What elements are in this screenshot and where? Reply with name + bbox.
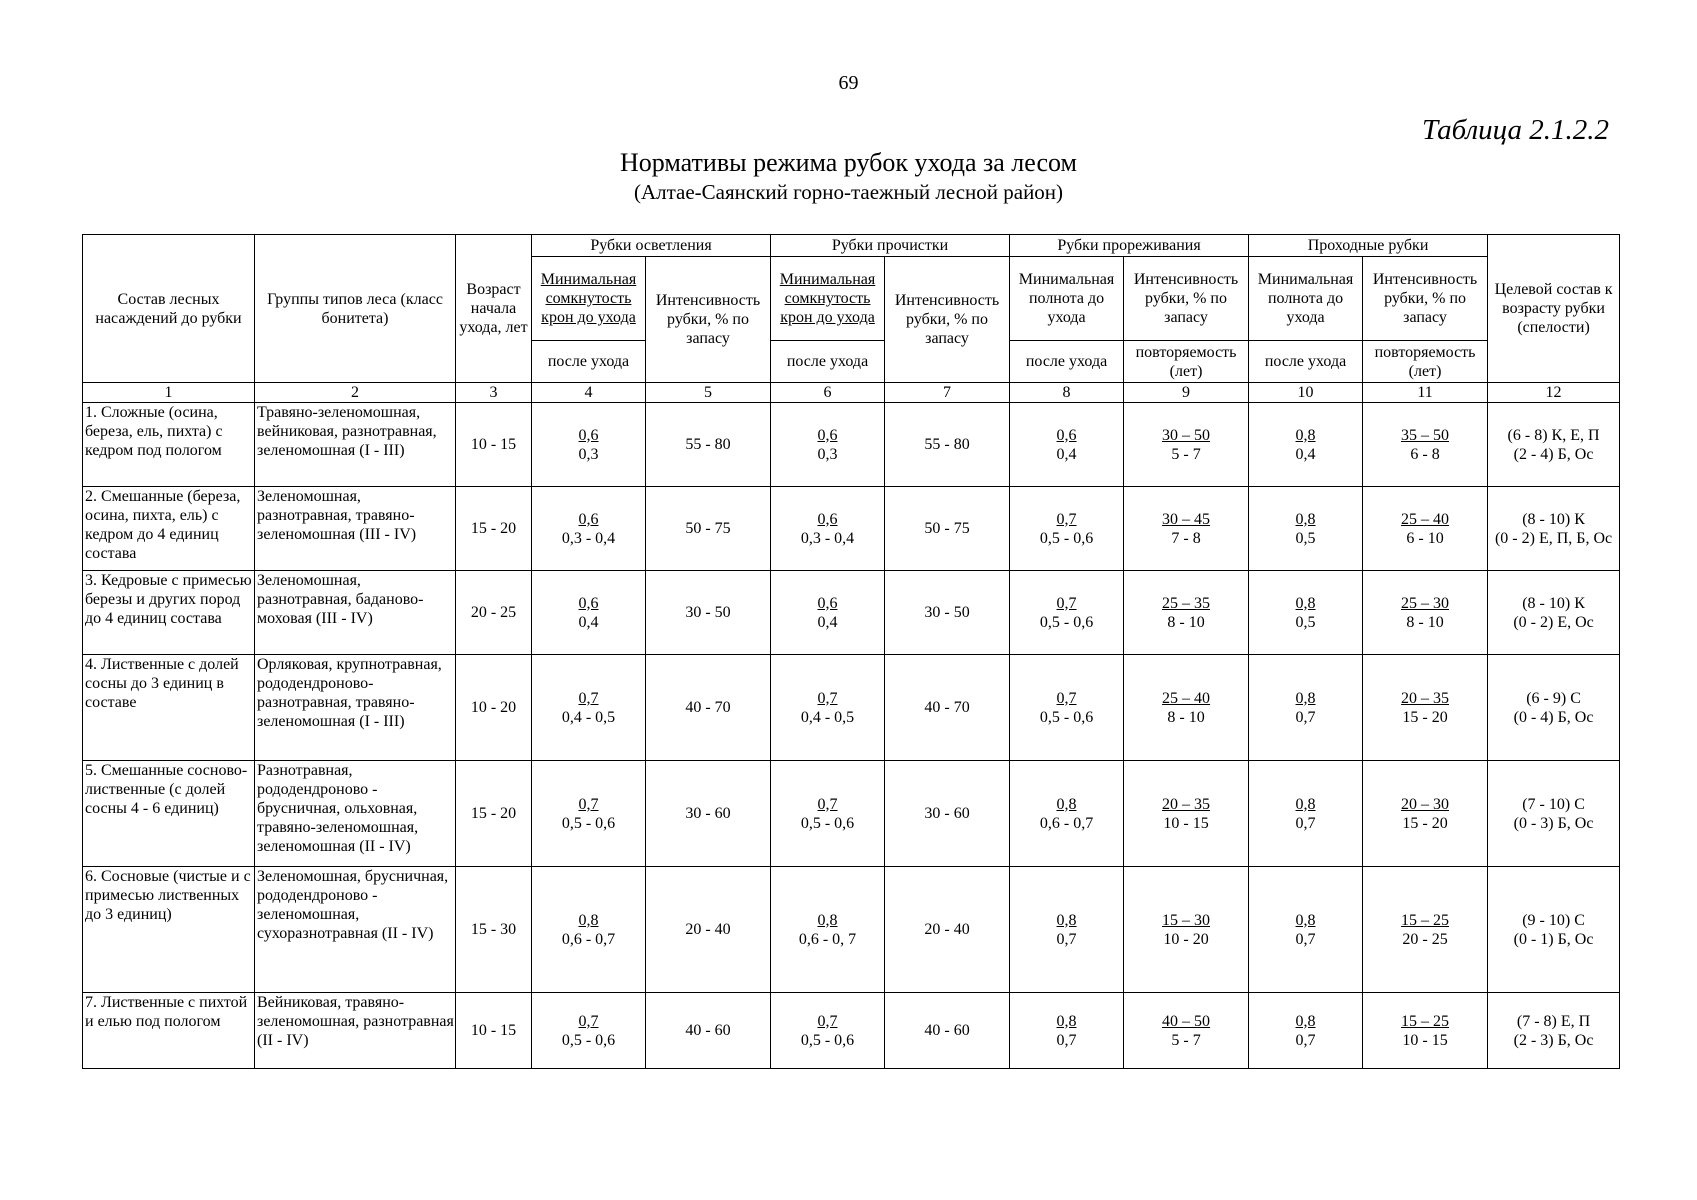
fraction-numerator: 0,7 — [1056, 594, 1077, 612]
cell-age: 20 - 25 — [456, 571, 532, 655]
cell-target — [1488, 867, 1620, 993]
fraction-numerator: 0,6 — [817, 510, 838, 528]
fraction-denominator: 7 - 8 — [1171, 529, 1201, 547]
col-number: 3 — [456, 383, 532, 403]
cell-prz-fullness — [1010, 487, 1124, 571]
cell-forest-types: Травяно-зеленомошная, вейниковая, разнотравная, зеленомошная (I - III) — [255, 403, 456, 487]
cell-osv-intensity: 50 - 75 — [646, 487, 771, 571]
fraction-denominator: 0,6 - 0,7 — [561, 930, 616, 948]
cell-age: 10 - 20 — [456, 655, 532, 761]
cell-target — [1488, 655, 1620, 761]
fraction-denominator: 0,4 — [817, 613, 838, 631]
fraction-value — [1401, 911, 1449, 949]
fraction-denominator: 0,5 — [1295, 613, 1316, 631]
cell-osv-density — [532, 487, 646, 571]
fraction-value — [818, 594, 838, 632]
target-line: (6 - 8) К, Е, П — [1507, 426, 1600, 444]
fraction-denominator: 15 - 20 — [1402, 814, 1448, 832]
cell-forest-types: Вейниковая, травяно-зеленомошная, разнотравная (II - IV) — [255, 993, 456, 1069]
fraction-numerator: 20 – 35 — [1401, 689, 1450, 707]
col-number: 7 — [885, 383, 1010, 403]
target-line: (0 - 4) Б, Ос — [1513, 708, 1594, 726]
fraction-numerator: 25 – 30 — [1401, 594, 1450, 612]
col-number: 2 — [255, 383, 456, 403]
fraction-denominator: 0,5 - 0,6 — [800, 1031, 855, 1049]
cell-target — [1488, 487, 1620, 571]
fraction-denominator: 0,5 — [1295, 529, 1316, 547]
cell-prz-fullness — [1010, 655, 1124, 761]
fraction-denominator: 0,4 - 0,5 — [561, 708, 616, 726]
cell-ph-fullness — [1249, 655, 1363, 761]
cell-pro-density — [771, 761, 885, 867]
fraction-value — [1040, 795, 1093, 833]
header-pro-min: Минимальная сомкнутость крон до ухода — [771, 257, 885, 341]
fraction-value — [801, 1012, 854, 1050]
cell-age: 15 - 20 — [456, 761, 532, 867]
cell-prz-intensity — [1124, 867, 1249, 993]
fraction-numerator: 0,6 — [817, 426, 838, 444]
fraction-value — [1162, 510, 1210, 548]
cell-pro-density — [771, 993, 885, 1069]
fraction-numerator: 0,8 — [817, 911, 838, 929]
fraction-value — [801, 795, 854, 833]
col-number: 11 — [1363, 383, 1488, 403]
cell-prz-intensity — [1124, 761, 1249, 867]
cell-pro-density — [771, 487, 885, 571]
cell-composition: 1. Сложные (осина, береза, ель, пихта) с кедром под пологом — [83, 403, 255, 487]
fraction-denominator: 5 - 7 — [1171, 1031, 1201, 1049]
fraction-value — [1040, 594, 1093, 632]
fraction-denominator: 0,6 - 0,7 — [1039, 814, 1094, 832]
cell-osv-intensity: 40 - 60 — [646, 993, 771, 1069]
fraction-value — [1040, 510, 1093, 548]
cell-prz-fullness — [1010, 403, 1124, 487]
fraction-value — [1296, 426, 1316, 464]
column-number-row — [83, 383, 1620, 403]
fraction-value — [1057, 911, 1077, 949]
header-prz-after: после ухода — [1010, 341, 1124, 383]
fraction-denominator: 0,5 - 0,6 — [561, 814, 616, 832]
cell-composition: 7. Лиственные с пихтой и елью под пологом — [83, 993, 255, 1069]
cell-forest-types: Разнотравная, рододендроново - брусничная, ольховная, травяно-зеленомошная, зеленомошная (II - IV) — [255, 761, 456, 867]
fraction-value — [818, 426, 838, 464]
cell-osv-density — [532, 867, 646, 993]
fraction-numerator: 0,6 — [817, 594, 838, 612]
fraction-denominator: 0,3 — [578, 445, 599, 463]
cell-target — [1488, 571, 1620, 655]
cell-forest-types: Орляковая, крупнотравная, рододендроново-разнотравная, травяно-зеленомошная (I - III) — [255, 655, 456, 761]
cell-age: 15 - 20 — [456, 487, 532, 571]
fraction-denominator: 0,7 — [1056, 1031, 1077, 1049]
fraction-numerator: 0,8 — [1295, 911, 1316, 929]
cell-pro-density — [771, 655, 885, 761]
header-ph-int: Интенсивность рубки, % по запасу — [1363, 257, 1488, 341]
fraction-denominator: 6 - 8 — [1410, 445, 1440, 463]
target-line: (0 - 1) Б, Ос — [1513, 930, 1594, 948]
fraction-denominator: 8 - 10 — [1167, 613, 1205, 631]
fraction-numerator: 30 – 45 — [1162, 510, 1211, 528]
fraction-denominator: 0,7 — [1295, 708, 1316, 726]
cell-prz-intensity — [1124, 487, 1249, 571]
fraction-value — [1296, 689, 1316, 727]
cell-ph-intensity — [1363, 403, 1488, 487]
fraction-numerator: 25 – 35 — [1162, 594, 1211, 612]
fraction-numerator: 0,8 — [1295, 1012, 1316, 1030]
col-number: 12 — [1488, 383, 1620, 403]
fraction-value — [1296, 510, 1316, 548]
header-target: Целевой состав к возрасту рубки (спелости) — [1488, 235, 1620, 383]
header-prz-repeat: повторяемость (лет) — [1124, 341, 1249, 383]
table-row — [83, 867, 1620, 993]
page-number: 69 — [838, 72, 859, 94]
header-pro-int: Интенсивность рубки, % по запасу — [885, 257, 1010, 383]
cell-osv-density — [532, 761, 646, 867]
fraction-numerator: 0,8 — [1056, 1012, 1077, 1030]
fraction-value — [579, 594, 599, 632]
fraction-numerator: 0,8 — [1295, 594, 1316, 612]
fraction-numerator: 20 – 30 — [1401, 795, 1450, 813]
cell-ph-intensity — [1363, 487, 1488, 571]
fraction-numerator: 0,8 — [1295, 795, 1316, 813]
cell-age: 15 - 30 — [456, 867, 532, 993]
cell-prz-intensity — [1124, 993, 1249, 1069]
fraction-numerator: 0,7 — [817, 795, 838, 813]
target-line: (8 - 10) К — [1522, 510, 1585, 528]
fraction-value — [1057, 426, 1077, 464]
fraction-value — [1162, 1012, 1210, 1050]
cell-pro-intensity: 20 - 40 — [885, 867, 1010, 993]
cell-ph-intensity — [1363, 571, 1488, 655]
cell-target — [1488, 403, 1620, 487]
fraction-numerator: 0,6 — [1056, 426, 1077, 444]
cell-ph-intensity — [1363, 993, 1488, 1069]
fraction-denominator: 0,3 - 0,4 — [561, 529, 616, 547]
fraction-denominator: 0,4 - 0,5 — [800, 708, 855, 726]
fraction-numerator: 20 – 35 — [1162, 795, 1211, 813]
cell-ph-fullness — [1249, 571, 1363, 655]
document-title: Нормативы режима рубок ухода за лесом — [620, 148, 1077, 177]
cell-composition: 3. Кедровые с примесью березы и других пород до 4 единиц состава — [83, 571, 255, 655]
fraction-numerator: 0,7 — [817, 689, 838, 707]
fraction-denominator: 0,5 - 0,6 — [561, 1031, 616, 1049]
fraction-value — [562, 510, 615, 548]
fraction-numerator: 0,6 — [578, 510, 599, 528]
fraction-value — [1296, 594, 1316, 632]
fraction-denominator: 10 - 15 — [1402, 1031, 1448, 1049]
header-ph-min: Минимальная полнота до ухода — [1249, 257, 1363, 341]
fraction-numerator: 0,8 — [1295, 426, 1316, 444]
fraction-denominator: 0,7 — [1056, 930, 1077, 948]
col-number: 8 — [1010, 383, 1124, 403]
fraction-numerator: 35 – 50 — [1401, 426, 1450, 444]
header-group-prorezhivanie: Рубки прореживания — [1010, 235, 1249, 257]
fraction-value — [1296, 795, 1316, 833]
col-number: 1 — [83, 383, 255, 403]
target-line: (8 - 10) К — [1522, 594, 1585, 612]
cell-prz-intensity — [1124, 403, 1249, 487]
target-line: (9 - 10) С — [1522, 911, 1585, 929]
fraction-value — [1401, 510, 1449, 548]
fraction-numerator: 15 – 25 — [1401, 911, 1450, 929]
fraction-denominator: 0,7 — [1295, 930, 1316, 948]
cell-ph-intensity — [1363, 655, 1488, 761]
header-ph-after: после ухода — [1249, 341, 1363, 383]
header-prz-int: Интенсивность рубки, % по запасу — [1124, 257, 1249, 341]
cell-prz-intensity — [1124, 655, 1249, 761]
cell-composition: 2. Смешанные (береза, осина, пихта, ель) с кедром до 4 единиц состава — [83, 487, 255, 571]
fraction-numerator: 0,8 — [578, 911, 599, 929]
cell-ph-intensity — [1363, 761, 1488, 867]
fraction-denominator: 0,5 - 0,6 — [800, 814, 855, 832]
fraction-numerator: 0,8 — [1295, 510, 1316, 528]
table-body — [83, 403, 1620, 1069]
fraction-numerator: 0,7 — [817, 1012, 838, 1030]
fraction-value — [1401, 689, 1449, 727]
cell-osv-density — [532, 403, 646, 487]
fraction-value — [1296, 1012, 1316, 1050]
target-line: (0 - 3) Б, Ос — [1513, 814, 1594, 832]
cell-composition: 4. Лиственные с долей сосны до 3 единиц в составе — [83, 655, 255, 761]
fraction-numerator: 15 – 25 — [1401, 1012, 1450, 1030]
fraction-numerator: 40 – 50 — [1162, 1012, 1211, 1030]
fraction-value — [562, 795, 615, 833]
fraction-value — [1162, 911, 1210, 949]
cell-ph-fullness — [1249, 487, 1363, 571]
fraction-denominator: 0,6 - 0, 7 — [798, 930, 857, 948]
header-group-prohodnye: Проходные рубки — [1249, 235, 1488, 257]
fraction-denominator: 5 - 7 — [1171, 445, 1201, 463]
fraction-denominator: 0,4 — [1056, 445, 1077, 463]
cell-osv-density — [532, 993, 646, 1069]
cell-osv-density — [532, 571, 646, 655]
target-line: (0 - 2) Е, П, Б, Ос — [1494, 529, 1613, 547]
header-osv-min: Минимальная сомкнутость крон до ухода — [532, 257, 646, 341]
fraction-numerator: 25 – 40 — [1401, 510, 1450, 528]
fraction-value — [562, 911, 615, 949]
fraction-value — [801, 510, 854, 548]
fraction-value — [1401, 594, 1449, 632]
cell-osv-intensity: 30 - 60 — [646, 761, 771, 867]
col-number: 10 — [1249, 383, 1363, 403]
document-subtitle: (Алтае-Саянский горно-таежный лесной район) — [633, 180, 1064, 204]
cell-composition: 5. Смешанные сосново-лиственные (с долей сосны 4 - 6 единиц) — [83, 761, 255, 867]
cell-osv-intensity: 55 - 80 — [646, 403, 771, 487]
fraction-value — [1401, 426, 1449, 464]
cell-ph-fullness — [1249, 761, 1363, 867]
cell-forest-types: Зеленомошная, разнотравная, травяно-зеленомошная (III - IV) — [255, 487, 456, 571]
table-id: Таблица 2.1.2.2 — [1422, 114, 1609, 146]
header-osv-int: Интенсивность рубки, % по запасу — [646, 257, 771, 383]
cell-prz-fullness — [1010, 761, 1124, 867]
fraction-numerator: 0,7 — [1056, 510, 1077, 528]
cell-osv-density — [532, 655, 646, 761]
cell-forest-types: Зеленомошная, разнотравная, баданово-моховая (III - IV) — [255, 571, 456, 655]
cell-pro-intensity: 55 - 80 — [885, 403, 1010, 487]
fraction-denominator: 0,3 — [817, 445, 838, 463]
fraction-value — [801, 689, 854, 727]
col-number: 5 — [646, 383, 771, 403]
cell-target — [1488, 761, 1620, 867]
fraction-value — [562, 689, 615, 727]
header-pro-after: после ухода — [771, 341, 885, 383]
cell-forest-types: Зеленомошная, брусничная, рододендроново - зеленомошная, сухоразнотравная (II - IV) — [255, 867, 456, 993]
cell-composition: 6. Сосновые (чистые и с примесью лиственных до 3 единиц) — [83, 867, 255, 993]
header-prz-min: Минимальная полнота до ухода — [1010, 257, 1124, 341]
header-group-prochistka: Рубки прочистки — [771, 235, 1010, 257]
fraction-value — [1401, 795, 1449, 833]
fraction-denominator: 8 - 10 — [1167, 708, 1205, 726]
fraction-numerator: 15 – 30 — [1162, 911, 1211, 929]
cell-pro-density — [771, 867, 885, 993]
fraction-numerator: 0,8 — [1056, 795, 1077, 813]
fraction-value — [1162, 795, 1210, 833]
fraction-numerator: 0,7 — [1056, 689, 1077, 707]
target-line: (7 - 8) Е, П — [1516, 1012, 1591, 1030]
fraction-value — [1162, 594, 1210, 632]
cell-osv-intensity: 20 - 40 — [646, 867, 771, 993]
fraction-denominator: 0,7 — [1295, 1031, 1316, 1049]
header-osv-after: после ухода — [532, 341, 646, 383]
fraction-value — [1162, 689, 1210, 727]
fraction-value — [1296, 911, 1316, 949]
table-row — [83, 403, 1620, 487]
fraction-numerator: 0,6 — [578, 594, 599, 612]
cell-pro-intensity: 40 - 70 — [885, 655, 1010, 761]
fraction-denominator: 10 - 20 — [1163, 930, 1209, 948]
cell-pro-intensity: 30 - 50 — [885, 571, 1010, 655]
target-line: (2 - 4) Б, Ос — [1513, 445, 1594, 463]
header-ph-repeat: повторяемость (лет) — [1363, 341, 1488, 383]
fraction-value — [1162, 426, 1210, 464]
header-forest-types: Группы типов леса (класс бонитета) — [255, 235, 456, 383]
col-number: 6 — [771, 383, 885, 403]
fraction-denominator: 6 - 10 — [1406, 529, 1444, 547]
fraction-numerator: 0,6 — [578, 426, 599, 444]
table-row — [83, 487, 1620, 571]
fraction-numerator: 0,7 — [578, 795, 599, 813]
table-row — [83, 655, 1620, 761]
cell-prz-fullness — [1010, 867, 1124, 993]
fraction-denominator: 8 - 10 — [1406, 613, 1444, 631]
target-line: (0 - 2) Е, Ос — [1513, 613, 1594, 631]
fraction-value — [1401, 1012, 1449, 1050]
cell-age: 10 - 15 — [456, 403, 532, 487]
fraction-value — [579, 426, 599, 464]
header-row-groups — [83, 235, 1620, 257]
fraction-denominator: 10 - 15 — [1163, 814, 1209, 832]
fraction-denominator: 0,3 - 0,4 — [800, 529, 855, 547]
cell-pro-intensity: 30 - 60 — [885, 761, 1010, 867]
fraction-value — [562, 1012, 615, 1050]
cell-pro-density — [771, 403, 885, 487]
cell-ph-intensity — [1363, 867, 1488, 993]
cell-ph-fullness — [1249, 403, 1363, 487]
fraction-denominator: 0,7 — [1295, 814, 1316, 832]
cell-age: 10 - 15 — [456, 993, 532, 1069]
cell-pro-intensity: 50 - 75 — [885, 487, 1010, 571]
cell-pro-intensity: 40 - 60 — [885, 993, 1010, 1069]
cell-ph-fullness — [1249, 993, 1363, 1069]
table-row — [83, 761, 1620, 867]
fraction-denominator: 0,5 - 0,6 — [1039, 613, 1094, 631]
cell-ph-fullness — [1249, 867, 1363, 993]
fraction-denominator: 0,5 - 0,6 — [1039, 529, 1094, 547]
fraction-denominator: 0,5 - 0,6 — [1039, 708, 1094, 726]
target-line: (7 - 10) С — [1522, 795, 1585, 813]
table-row — [83, 571, 1620, 655]
fraction-numerator: 0,7 — [578, 1012, 599, 1030]
cell-pro-density — [771, 571, 885, 655]
col-number: 4 — [532, 383, 646, 403]
fraction-denominator: 0,4 — [578, 613, 599, 631]
target-line: (6 - 9) С — [1526, 689, 1581, 707]
norms-table — [82, 234, 1620, 1069]
fraction-numerator: 30 – 50 — [1162, 426, 1211, 444]
cell-osv-intensity: 40 - 70 — [646, 655, 771, 761]
target-line: (2 - 3) Б, Ос — [1513, 1031, 1594, 1049]
fraction-value — [799, 911, 856, 949]
header-group-osvetlenie: Рубки осветления — [532, 235, 771, 257]
fraction-value — [1040, 689, 1093, 727]
col-number: 9 — [1124, 383, 1249, 403]
table-row — [83, 993, 1620, 1069]
fraction-numerator: 0,8 — [1295, 689, 1316, 707]
fraction-numerator: 0,7 — [578, 689, 599, 707]
cell-osv-intensity: 30 - 50 — [646, 571, 771, 655]
header-composition: Состав лесных насаждений до рубки — [83, 235, 255, 383]
cell-prz-intensity — [1124, 571, 1249, 655]
fraction-numerator: 25 – 40 — [1162, 689, 1211, 707]
fraction-numerator: 0,8 — [1056, 911, 1077, 929]
fraction-denominator: 15 - 20 — [1402, 708, 1448, 726]
cell-target — [1488, 993, 1620, 1069]
cell-prz-fullness — [1010, 993, 1124, 1069]
fraction-denominator: 20 - 25 — [1402, 930, 1448, 948]
cell-prz-fullness — [1010, 571, 1124, 655]
fraction-denominator: 0,4 — [1295, 445, 1316, 463]
header-age: Возраст начала ухода, лет — [456, 235, 532, 383]
fraction-value — [1057, 1012, 1077, 1050]
